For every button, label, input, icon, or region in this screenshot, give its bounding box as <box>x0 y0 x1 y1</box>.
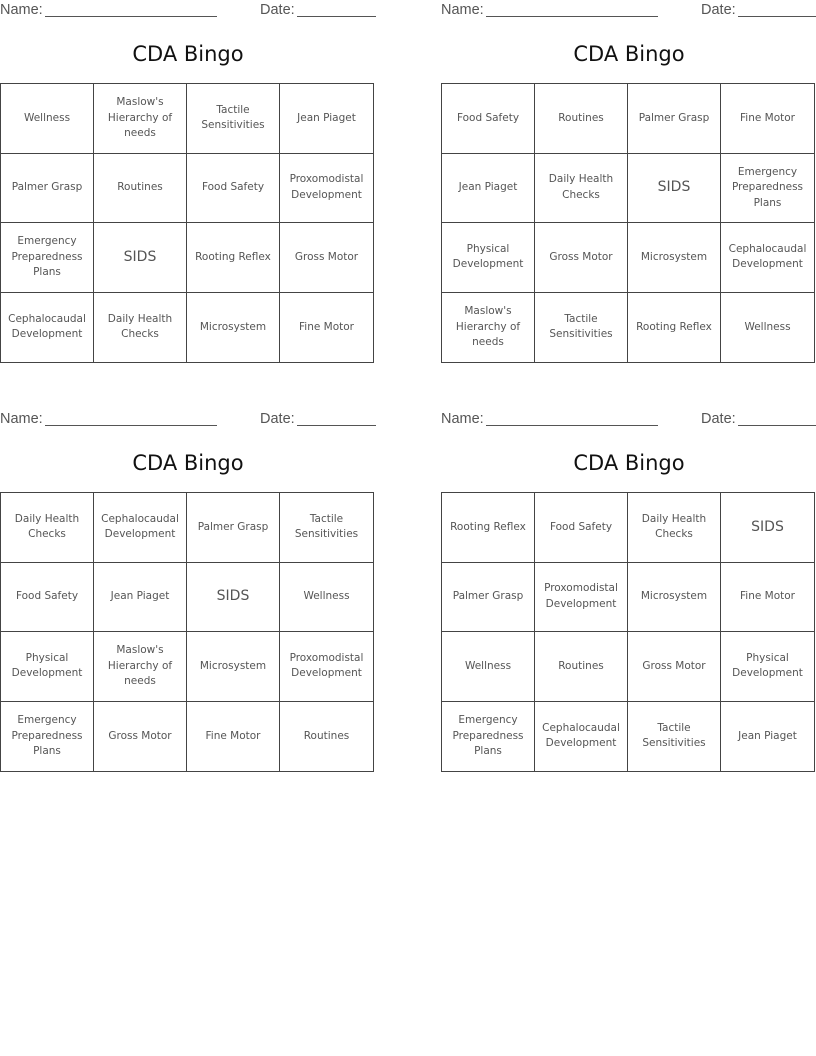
name-label: Name: <box>0 2 43 18</box>
bingo-cell: Tactile Sensitivities <box>535 293 628 363</box>
bingo-cell: Emergency Preparedness Plans <box>442 702 535 772</box>
name-date-line <box>441 0 816 20</box>
name-blank <box>486 425 658 426</box>
bingo-cell: Wellness <box>744 320 791 333</box>
name-date-line <box>0 409 376 429</box>
bingo-cell: Fine Motor <box>721 563 814 633</box>
date-label: Date: <box>260 411 295 427</box>
bingo-cell: Microsystem <box>187 632 280 702</box>
bingo-cell: Tactile Sensitivities <box>187 84 280 154</box>
bingo-cell: Maslow's Hierarchy of needs <box>442 293 535 363</box>
bingo-cell: Fine Motor <box>187 702 280 772</box>
bingo-cell: Microsystem <box>628 563 721 633</box>
date-blank <box>738 16 816 17</box>
bingo-cell: SIDS <box>94 223 187 293</box>
bingo-cell: Maslow's Hierarchy of needs <box>94 84 187 154</box>
bingo-cell: Rooting Reflex <box>187 223 280 293</box>
date-label: Date: <box>701 411 736 427</box>
bingo-cell: Cephalocaudal Development <box>1 293 94 363</box>
bingo-cell: SIDS <box>187 563 280 633</box>
bingo-cell: Food Safety <box>1 563 94 633</box>
bingo-cell: Routines <box>94 154 187 224</box>
card-title: CDA Bingo <box>573 451 685 475</box>
bingo-grid <box>0 492 374 772</box>
bingo-card-2 <box>441 0 816 360</box>
bingo-cell: Wellness <box>442 632 535 702</box>
bingo-cell: Gross Motor <box>628 632 721 702</box>
bingo-grid <box>0 83 374 363</box>
bingo-cell: Food Safety <box>187 154 280 224</box>
card-title: CDA Bingo <box>132 42 244 66</box>
bingo-cell: Gross Motor <box>280 223 373 293</box>
bingo-cell: Gross Motor <box>535 223 628 293</box>
bingo-cell: Rooting Reflex <box>442 493 535 563</box>
bingo-cell: Cephalocaudal Development <box>94 493 187 563</box>
bingo-cell: Food Safety <box>535 493 628 563</box>
bingo-cell: Tactile Sensitivities <box>280 493 373 563</box>
bingo-cell: Emergency Preparedness Plans <box>721 154 814 224</box>
bingo-cell: Gross Motor <box>94 702 187 772</box>
name-date-line <box>441 409 816 429</box>
date-blank <box>738 425 816 426</box>
bingo-cell: Cephalocaudal Development <box>535 702 628 772</box>
bingo-cell: Wellness <box>280 563 373 633</box>
bingo-cell: Proxomodistal Development <box>280 632 373 702</box>
name-blank <box>45 16 217 17</box>
bingo-cell: Daily Health Checks <box>535 154 628 224</box>
bingo-cell: Jean Piaget <box>442 154 535 224</box>
date-blank <box>297 16 376 17</box>
bingo-grid <box>441 83 815 363</box>
bingo-cell: Daily Health Checks <box>1 493 94 563</box>
bingo-cell: Palmer Grasp <box>628 84 721 154</box>
bingo-cell: Daily Health Checks <box>94 293 187 363</box>
name-label: Name: <box>0 411 43 427</box>
date-blank <box>297 425 376 426</box>
bingo-cell: Jean Piaget <box>738 729 797 742</box>
bingo-cell: Physical Development <box>1 632 94 702</box>
bingo-cell: Physical Development <box>442 223 535 293</box>
bingo-cell: Routines <box>535 84 628 154</box>
bingo-cell: SIDS <box>628 154 721 224</box>
bingo-cell: Microsystem <box>628 223 721 293</box>
bingo-cell: Cephalocaudal Development <box>721 223 814 293</box>
bingo-cell: Jean Piaget <box>94 563 187 633</box>
bingo-cell: Wellness <box>1 84 94 154</box>
date-label: Date: <box>701 2 736 18</box>
bingo-cell: Tactile Sensitivities <box>628 702 721 772</box>
bingo-cell: Physical Development <box>721 632 814 702</box>
bingo-card-4 <box>441 409 816 769</box>
bingo-cell: Maslow's Hierarchy of needs <box>94 632 187 702</box>
bingo-cell: Daily Health Checks <box>628 493 721 563</box>
name-label: Name: <box>441 411 484 427</box>
bingo-cell: Proxomodistal Development <box>535 563 628 633</box>
bingo-cell: Microsystem <box>187 293 280 363</box>
bingo-cell: Palmer Grasp <box>442 563 535 633</box>
bingo-card-1 <box>0 0 376 360</box>
bingo-cell: Emergency Preparedness Plans <box>1 223 94 293</box>
bingo-grid <box>441 492 815 772</box>
name-label: Name: <box>441 2 484 18</box>
name-date-line <box>0 0 376 20</box>
bingo-cell: Food Safety <box>442 84 535 154</box>
bingo-cell: SIDS <box>721 493 814 563</box>
bingo-cell: Fine Motor <box>299 320 354 333</box>
bingo-cell: Proxomodistal Development <box>280 154 373 224</box>
name-blank <box>486 16 658 17</box>
bingo-cell: Palmer Grasp <box>1 154 94 224</box>
bingo-cell: Routines <box>303 729 350 742</box>
date-label: Date: <box>260 2 295 18</box>
bingo-cell: Fine Motor <box>721 84 814 154</box>
card-title: CDA Bingo <box>573 42 685 66</box>
bingo-cell: Emergency Preparedness Plans <box>1 702 94 772</box>
bingo-cell: Jean Piaget <box>280 84 373 154</box>
bingo-cell: Rooting Reflex <box>628 293 721 363</box>
bingo-cell: Palmer Grasp <box>187 493 280 563</box>
card-title: CDA Bingo <box>132 451 244 475</box>
bingo-card-3 <box>0 409 376 769</box>
name-blank <box>45 425 217 426</box>
bingo-cell: Routines <box>535 632 628 702</box>
